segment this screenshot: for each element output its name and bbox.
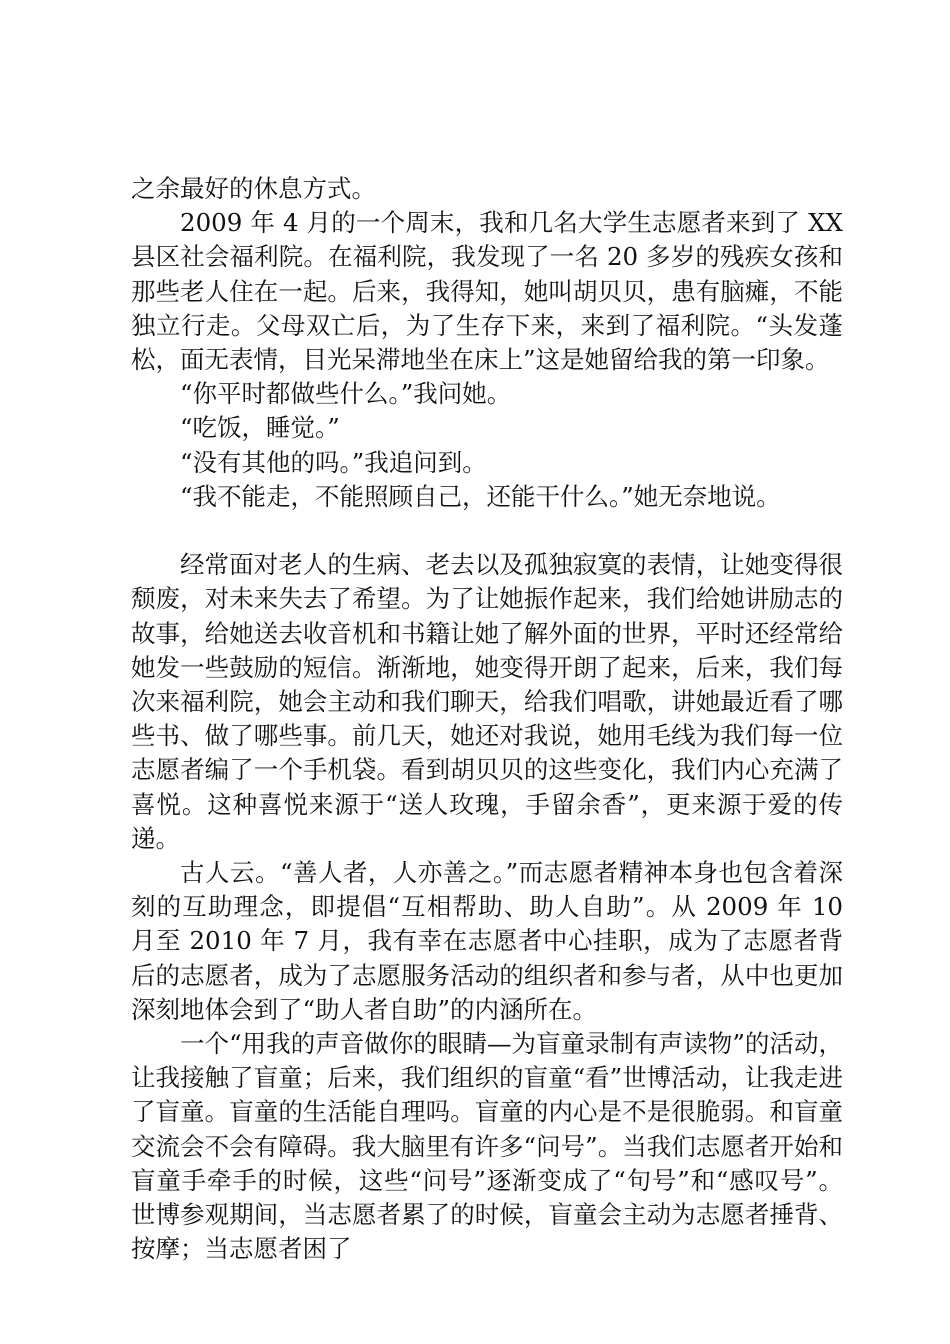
paragraph-welfare-home-visit: 2009 年 4 月的一个周末，我和几名大学生志愿者来到了 XX 县区社会福利院。在福利院，我发现了一名 20 多岁的残疾女孩和那些老人住在一起。后来，我得知，她叫胡贝贝，患有脑瘫，不能独立行走。父母双亡后，为了生存下来，来到了福利院。“头发蓬松，面无表情，目光呆滞地坐在床上”这是她留给我的第一印象。 xyxy=(131,208,843,375)
paragraph-blind-children: 一个“用我的声音做你的眼睛—为盲童录制有声读物”的活动，让我接触了盲童；后来，我们组织的盲童“看”世博活动，让我走进了盲童。盲童的生活能自理吗。盲童的内心是不是很脆弱。和盲童交流会不会有障碍。我大脑里有许多“问号”。当我们志愿者开始和盲童手牵手的时候，这些“问号”逐渐变成了“句号”和“感叹号”。世博参观期间，当志愿者累了的时候，盲童会主动为志愿者捶背、按摩；当志愿者困了 xyxy=(131,1029,843,1264)
paragraph-mutual-help: 古人云。“善人者，人亦善之。”而志愿者精神本身也包含着深刻的互助理念，即提倡“互相帮助、助人自助”。从 2009 年 10 月至 2010 年 7 月，我有幸在志愿者中心挂职，成为了志愿者背后的志愿者，成为了志愿服务活动的组织者和参与者，从中也更加深刻地体会到了“助人者自助”的内涵所在。 xyxy=(131,858,843,1024)
document-body xyxy=(131,172,843,1266)
paragraph-continuation: 之余最好的休息方式。 xyxy=(131,174,376,203)
dialogue-line: “没有其他的吗。”我追问到。 xyxy=(180,447,487,477)
paragraph-encouragement: 经常面对老人的生病、老去以及孤独寂寞的表情，让她变得很颓废，对未来失去了希望。为了让她振作起来，我们给她讲励志的故事，给她送去收音机和书籍让她了解外面的世界，平时还经常给她发一些鼓励的短信。渐渐地，她变得开朗了起来，后来，我们每次来福利院，她会主动和我们聊天，给我们唱歌，讲她最近看了哪些书、做了哪些事。前几天，她还对我说，她用毛线为我们每一位志愿者编了一个手机袋。看到胡贝贝的这些变化，我们内心充满了喜悦。这种喜悦来源于“送人玫瑰，手留余香”，更来源于爱的传递。 xyxy=(131,550,843,853)
dialogue-line: “我不能走，不能照顾自己，还能干什么。”她无奈地说。 xyxy=(180,481,781,511)
dialogue-line: “你平时都做些什么。”我问她。 xyxy=(180,379,512,409)
paragraph-spacer xyxy=(131,514,843,548)
dialogue-line: “吃饭，睡觉。” xyxy=(180,413,340,443)
